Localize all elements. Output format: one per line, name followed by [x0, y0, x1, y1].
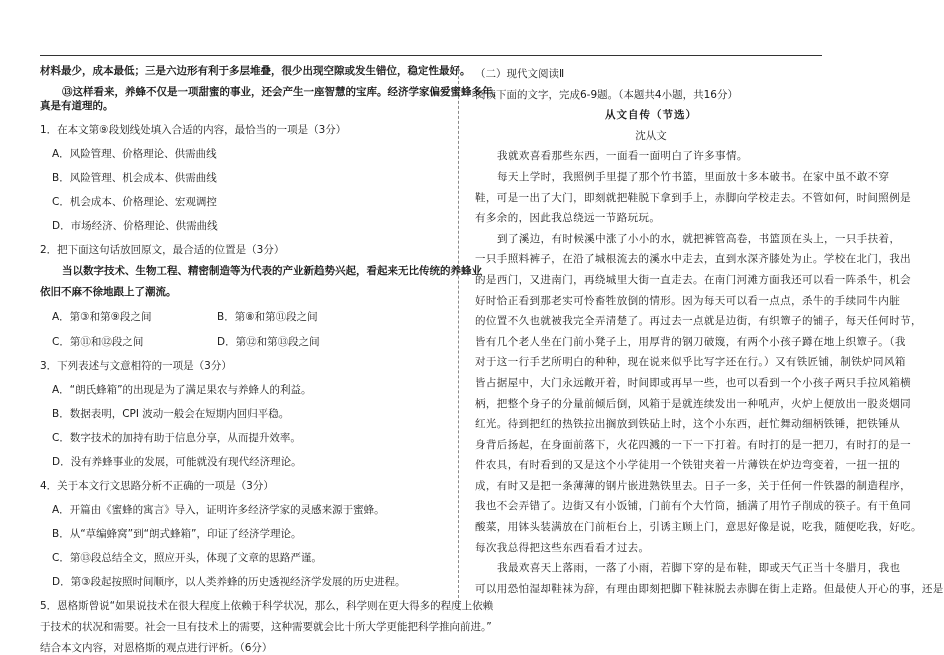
article-title: 从文自传（节选） — [605, 109, 697, 122]
prose-line: 酸菜，用钵头装满放在门前柜台上，引诱主顾上门，意思好像是说，吃我，随便吃我，好吃。 — [475, 521, 922, 534]
q2-options-row-2 — [40, 334, 444, 349]
prose-line: 每次我总得把这些东西看看才过去。 — [475, 541, 650, 554]
q2-quote-line: 依旧不麻不徐地跟上了潮流。 — [40, 286, 177, 298]
prose-line: 有多余的，因此我总绕远一节路玩玩。 — [475, 212, 661, 225]
question-1-stem: 1．在本文第⑨段划线处填入合适的内容，最恰当的一项是（3分） — [40, 124, 347, 136]
q2-option-a: A．第③和第⑨段之间 — [52, 311, 152, 323]
question-3-stem: 3．下列表述与文意相符的一项是（3分） — [40, 360, 232, 372]
prose-line: 的位置不久也就被我完全弄清楚了。再过去一点就是边街，有织簟子的铺子，每天任何时节， — [475, 315, 922, 328]
q1-option-c: C．机会成本、价格理论、宏观调控 — [52, 196, 217, 208]
prose-line: 皆有几个老人坐在门前小凳子上，用厚背的钢刀破篾，有两个小孩子蹲在地上织簟子。（我 — [475, 335, 906, 348]
q2-options-row-1 — [40, 309, 444, 324]
prose-line: 红光。待到把红的热铁拉出搁放到铁砧上时，这个小东西，赶忙舞动细柄铁锤，把铁锤从 — [475, 418, 901, 431]
question-2-stem: 2．把下面这句话放回原文，最合适的位置是（3分） — [40, 244, 285, 256]
prose-line: 对于这一行手艺所明白的种种，现在说来似乎比写字还在行。）又有铁匠铺，制铁炉同风箱 — [475, 356, 906, 369]
prose-line: 鞋，可是一出了大门，即刻就把鞋脱下拿到手上，赤脚向学校走去。不管如何，时间照例是 — [475, 191, 911, 204]
q4-option-d: D．第③段起按照时间顺序，以人类养蜂的历史透视经济学发展的历史进程。 — [52, 576, 406, 588]
prose-line: 每天上学时，我照例手里提了那个竹书篮，里面放十多本破书。在家中虽不敢不穿 — [497, 170, 890, 183]
question-4-stem: 4．关于本文行文思路分析不正确的一项是（3分） — [40, 480, 274, 492]
passage-line: ⑬这样看来，养蜂不仅是一项甜蜜的事业，还会产生一座智慧的宝库。经济学家偏爱蜜蜂多年， — [62, 86, 504, 98]
prose-line: 一只手照料裤子，在沿了城根流去的溪水中走去，直到水深齐膝处为止。学校在北门，我出 — [475, 253, 911, 266]
prose-line: 到了溪边，有时候溪中涨了小小的水，就把裤管高卷，书篮顶在头上，一只手扶着， — [497, 232, 901, 245]
section-heading: （二）现代文阅读Ⅱ — [475, 68, 565, 80]
passage-line: 真是有道理的。 — [40, 100, 114, 112]
prose-line: 的是西门，又进南门，再绕城里大街一直走去。在南门河滩方面我还可以看一阵杀牛，机会 — [475, 273, 911, 286]
left-column — [40, 64, 504, 654]
q3-option-a: A．“朗氏蜂箱”的出现是为了满足果农与养蜂人的利益。 — [52, 384, 312, 396]
prose-line: 我最欢喜天上落雨，一落了小雨，若脚下穿的是布鞋，即或天气正当十冬腊月，我也 — [497, 562, 901, 575]
question-5-stem: 5．恩格斯曾说“如果说技术在很大程度上依赖于科学状况，那么，科学则在更大得多的程度上依赖 — [40, 600, 494, 612]
q3-option-b: B．数据表明，CPI 波动一般会在短期内回归平稳。 — [52, 408, 290, 420]
prose-line: 可以用恐怕湿却鞋袜为辞，有理由即刻把脚下鞋袜脱去赤脚在街上走路。但最使人开心的事，还是 — [475, 582, 944, 595]
header-rule — [40, 55, 822, 56]
q4-option-a: A．开篇由《蜜蜂的寓言》导入，证明许多经济学家的灵感来源于蜜蜂。 — [52, 504, 385, 516]
q2-quote-line: 当以数字技术、生物工程、精密制造等为代表的产业新趋势兴起，看起来无比传统的养蜂业 — [62, 265, 483, 277]
q1-option-a: A．风险管理、价格理论、供需曲线 — [52, 148, 217, 160]
q2-option-d: D．第⑫和第⑬段之间 — [217, 336, 320, 348]
article-author: 沈从文 — [635, 129, 667, 142]
prose-line: 身背后扬起，在身面前落下，火花四溅的一下一下打着。有时打的是一把刀，有时打的是一 — [475, 438, 911, 451]
q3-option-d: D．没有养蜂事业的发展，可能就没有现代经济理论。 — [52, 456, 302, 468]
right-column — [475, 64, 944, 608]
q2-option-b: B．第⑧和第⑪段之间 — [217, 311, 318, 323]
q4-option-b: B．从“草编蜂窝”到“朗式蜂箱”，印证了经济学理论。 — [52, 528, 302, 540]
prose-line: 皆占据屋中，大门永远敞开着，时间即或再早一些，也可以看到一个小孩子两只手拉风箱横 — [475, 376, 911, 389]
prose-line: 我也不会弄错了。边街又有小饭铺，门前有个大竹筒，插满了用竹子削成的筷子。有干鱼同 — [475, 500, 911, 513]
q1-option-b: B．风险管理、机会成本、供需曲线 — [52, 172, 217, 184]
prose-line: 柄，把整个身子的分量前倾后倒，风箱于是就连续发出一种吼声，火炉上便放出一股炎烟同 — [475, 397, 911, 410]
prose-line: 我就欢喜看那些东西，一面看一面明白了许多事情。 — [497, 150, 748, 163]
column-divider — [458, 66, 459, 608]
prose-line: 件农具，有时看到的又是这个小学徒用一个铁钳夹着一片薄铁在炉边弯变着，一扭一扭的 — [475, 459, 901, 472]
reading-instruction: 阅读下面的文字，完成6-9题。（本题共4小题，共16分） — [475, 88, 738, 101]
article-body — [475, 146, 944, 599]
q1-option-d: D．市场经济、价格理论、供需曲线 — [52, 220, 218, 232]
prose-line: 好时恰正看到那老实可怜畜牲放倒的情形。因为每天可以看一点点，杀牛的手续同牛内脏 — [475, 294, 901, 307]
q3-option-c: C．数字技术的加持有助于信息分享，从而提升效率。 — [52, 432, 301, 444]
question-5-stem-line: 结合本文内容，对恩格斯的观点进行评析。（6分） — [40, 642, 273, 654]
prose-line: 成，有时又是把一条薄薄的钢片嵌进熟铁里去。日子一多，关于任何一件铁器的制造程序， — [475, 479, 911, 492]
passage-line: 材料最少，成本最低；三是六边形有利于多层堆叠，很少出现空隙或发生错位，稳定性最好。 — [40, 65, 471, 77]
q2-option-c: C．第⑪和⑫段之间 — [52, 336, 144, 348]
question-5-stem-line: 于技术的状况和需要。社会一旦有技术上的需要，这种需要就会比十所大学更能把科学推向前进。” — [40, 621, 492, 633]
q4-option-c: C．第⑬段总结全文，照应开头，体现了文章的思路严谨。 — [52, 552, 322, 564]
